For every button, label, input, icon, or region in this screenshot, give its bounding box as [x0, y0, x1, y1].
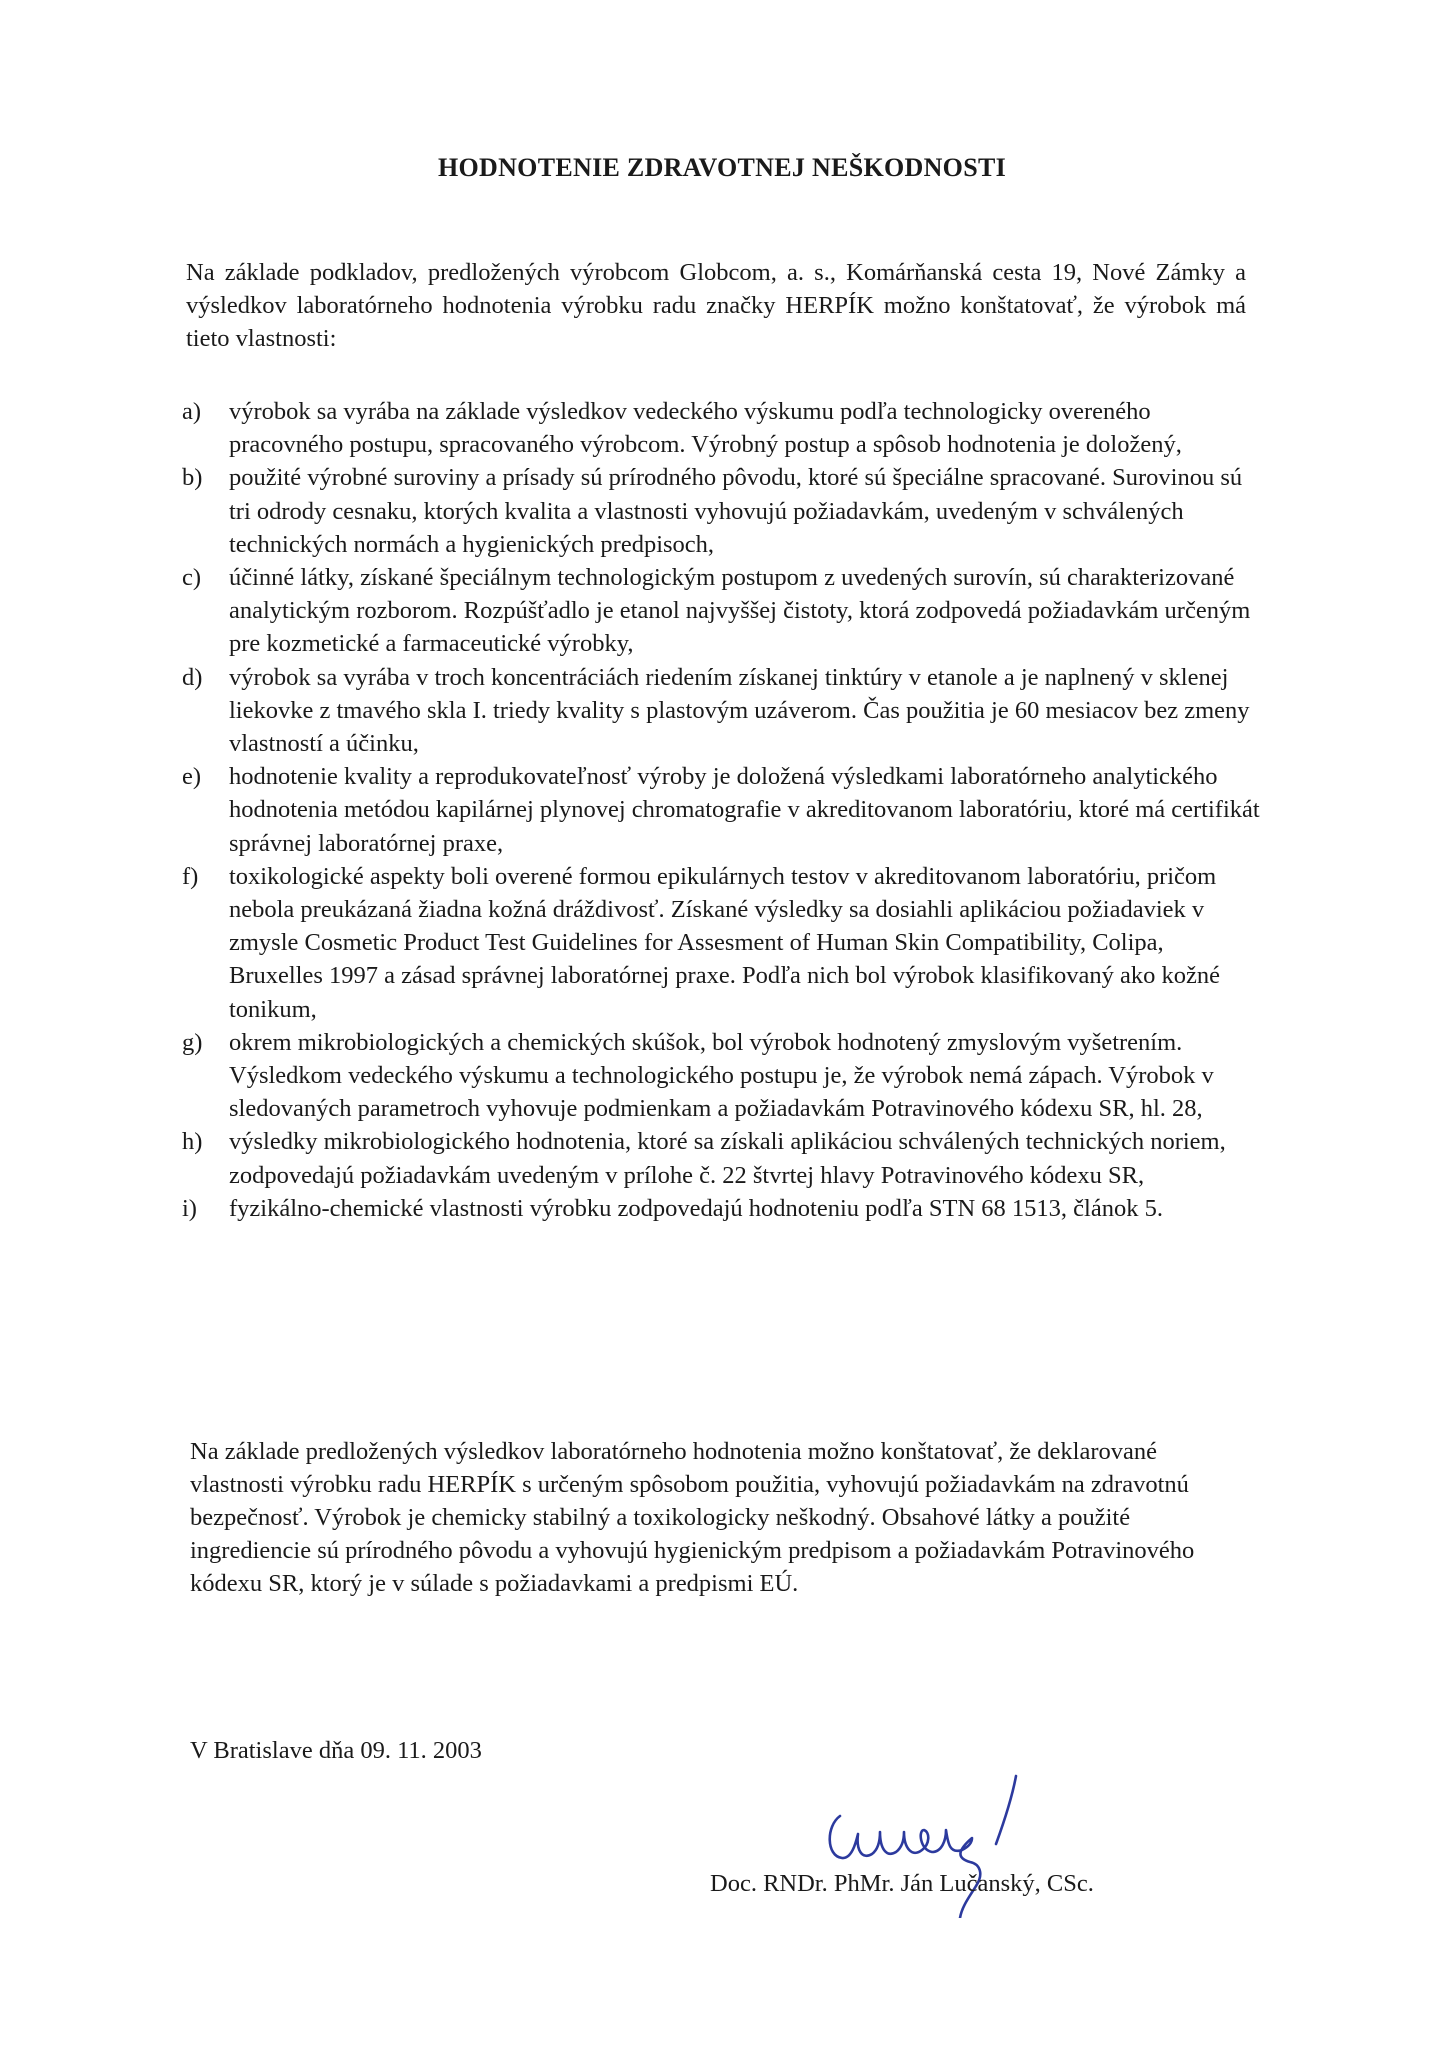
list-item-letter: e) — [182, 763, 202, 791]
list-item-letter: b) — [182, 464, 203, 492]
list-item-text: fyzikálno-chemické vlastnosti výrobku zodpovedajú hodnoteniu podľa STN 68 1513, článok 5. — [229, 1194, 1163, 1222]
signatory-name: Doc. RNDr. PhMr. Ján Lučanský, CSc. — [710, 1870, 1094, 1897]
signature-stroke — [830, 1816, 981, 1918]
list-item-text: výrobok sa vyrába na základe výsledkov vedeckého výskumu podľa technologicky overeného pracovného postupu, spracovaného výrobcom. Výrobný postup a spôsob hodnotenia je doložený, — [229, 398, 1182, 459]
place-date: V Bratislave dňa 09. 11. 2003 — [190, 1737, 482, 1764]
list-item — [182, 1192, 1262, 1225]
list-item — [182, 395, 1262, 461]
list-item — [182, 760, 1262, 860]
list-item — [182, 1026, 1262, 1126]
document-title: HODNOTENIE ZDRAVOTNEJ NEŠKODNOSTI — [437, 153, 1007, 182]
list-item — [182, 860, 1262, 1026]
list-item-letter: g) — [182, 1028, 203, 1056]
list-item-letter: f) — [182, 862, 199, 890]
list-item-letter: i) — [182, 1194, 197, 1222]
list-item-text: výrobok sa vyrába v troch koncentráciách riedením získanej tinktúry v etanole a je naplnený v sklenej liekovke z tmavého skla I. triedy kvality s plastovým uzáverom. Čas použitia je 60 mesiacov bez zmeny vlastností a účinku, — [229, 663, 1250, 758]
signature-stroke — [996, 1776, 1016, 1844]
list-item-text: použité výrobné suroviny a prísady sú prírodného pôvodu, ktoré sú špeciálne spracované. Surovinou sú tri odrody cesnaku, ktorých kvalita a vlastnosti vyhovujú požiadavkám, uvedeným v schválených technických normách a hygienických predpisoch, — [229, 464, 1243, 558]
conclusion-paragraph: Na základe predložených výsledkov laboratórneho hodnotenia možno konštatovať, že deklarované vlastnosti výrobku radu HERPÍK s určeným spôsobom použitia, vyhovujú požiadavkám na zdravotnú bezpečnosť. Výrobok je chemicky stabilný a toxikologicky neškodný. Obsahové látky a použité ingrediencie sú prírodného pôvodu a vyhovujú hygienickým predpisom a požiadavkám Potravinového kódexu SR, ktorý je v súlade s požiadavkami a predpismi EÚ. — [190, 1438, 1195, 1597]
list-item-text: výsledky mikrobiologického hodnotenia, ktoré sa získali aplikáciou schválených technických noriem, zodpovedajú požiadavkám uvedeným v prílohe č. 22 štvrtej hlavy Potravinového kódexu SR, — [229, 1128, 1226, 1189]
properties-list — [182, 395, 1262, 1225]
list-item-text: účinné látky, získané špeciálnym technologickým postupom z uvedených surovín, sú charakterizované analytickým rozborom. Rozpúšťadlo je etanol najvyššej čistoty, ktorá zodpovedá požiadavkám určeným pre kozmetické a farmaceutické výrobky, — [229, 564, 1251, 658]
list-item-letter: d) — [182, 663, 203, 691]
list-item-letter: h) — [182, 1128, 203, 1156]
list-item — [182, 1125, 1262, 1191]
list-item — [182, 561, 1262, 661]
list-item-text: okrem mikrobiologických a chemických skúšok, bol výrobok hodnotený zmyslovým vyšetrením. Výsledkom vedeckého výskumu a technologického postupu je, že výrobok nemá zápach. Výrobok v sledovaných parametroch vyhovuje podmienkam a požiadavkám Potravinového kódexu SR, hl. 28, — [229, 1028, 1214, 1123]
list-item — [182, 461, 1262, 561]
list-item-letter: a) — [182, 398, 202, 425]
list-item-text: hodnotenie kvality a reprodukovateľnosť výroby je doložená výsledkami laboratórneho analytického hodnotenia metódou kapilárnej plynovej chromatografie v akreditovanom laboratóriu, ktoré má certifikát správnej laboratórnej praxe, — [229, 763, 1260, 857]
list-item-text: toxikologické aspekty boli overené formou epikulárnych testov v akreditovanom laboratóriu, pričom nebola preukázaná žiadna kožná dráždivosť. Získané výsledky sa dosiahli aplikáciou požiadaviek v zmysle Cosmetic Product Test Guidelines for Assesment of Human Skin Compatibility, Colipa, Bruxelles 1997 a zásad správnej laboratórnej praxe. Podľa nich bol výrobok klasifikovaný ako kožné tonikum, — [229, 862, 1221, 1023]
list-item — [182, 661, 1262, 761]
list-item-letter: c) — [182, 564, 202, 592]
intro-paragraph: Na základe podkladov, predložených výrobcom Globcom, a. s., Komárňanská cesta 19, Nové Zámky a výsledkov laboratórneho hodnotenia výrobku radu značky HERPÍK možno konštatovať, že výrobok má tieto vlastnosti: — [186, 259, 1246, 352]
